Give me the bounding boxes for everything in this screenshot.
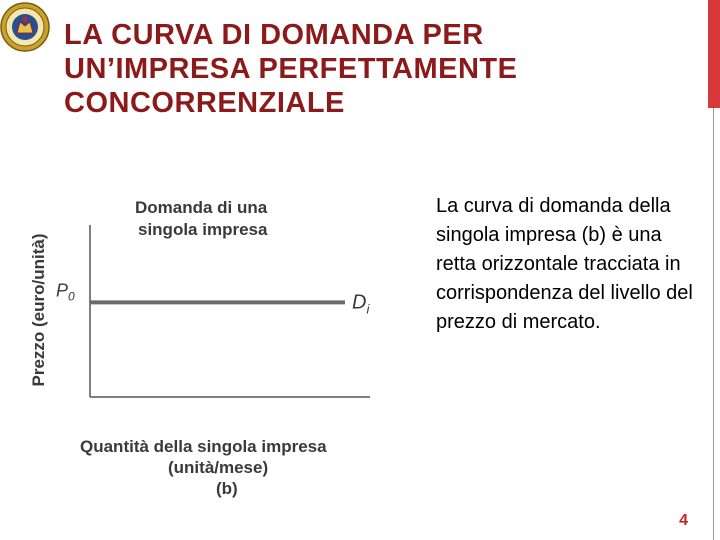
slide-title-line-2: UN’IMPRESA PERFETTAMENTE — [64, 53, 518, 85]
body-text: La curva di domanda della singola impresa (b) è una retta orizzontale tracciata in corrispondenza del livello del prezzo di mercato. — [436, 195, 693, 333]
y-axis-label: Prezzo (euro/unità) — [29, 233, 48, 387]
accent-bar — [708, 0, 720, 108]
chart-title-line-1: Domanda di una — [135, 198, 268, 217]
slide-title-line-3: CONCORRENZIALE — [64, 87, 345, 119]
x-axis-label-line-1: Quantità della singola impresa — [80, 437, 327, 456]
x-axis-label-line-2: (unità/mese) — [168, 458, 269, 477]
series-label-di — [352, 291, 370, 316]
chart-title-line-2: singola impresa — [138, 220, 268, 239]
right-border-line — [713, 108, 714, 540]
slide-title — [64, 18, 684, 120]
y-tick-label-p0 — [56, 280, 75, 303]
university-seal-logo — [0, 0, 50, 54]
x-axis-label-line-3: (b) — [216, 479, 238, 498]
series-label-di-main: D — [352, 291, 367, 314]
y-tick-label-p0-subscript: 0 — [68, 289, 75, 304]
demand-chart — [20, 180, 400, 510]
page-number: 4 — [679, 512, 688, 529]
slide-title-line-1: LA CURVA DI DOMANDA PER — [64, 19, 484, 51]
series-label-di-subscript: i — [366, 301, 370, 317]
y-tick-label-p0-main: P — [56, 280, 69, 301]
